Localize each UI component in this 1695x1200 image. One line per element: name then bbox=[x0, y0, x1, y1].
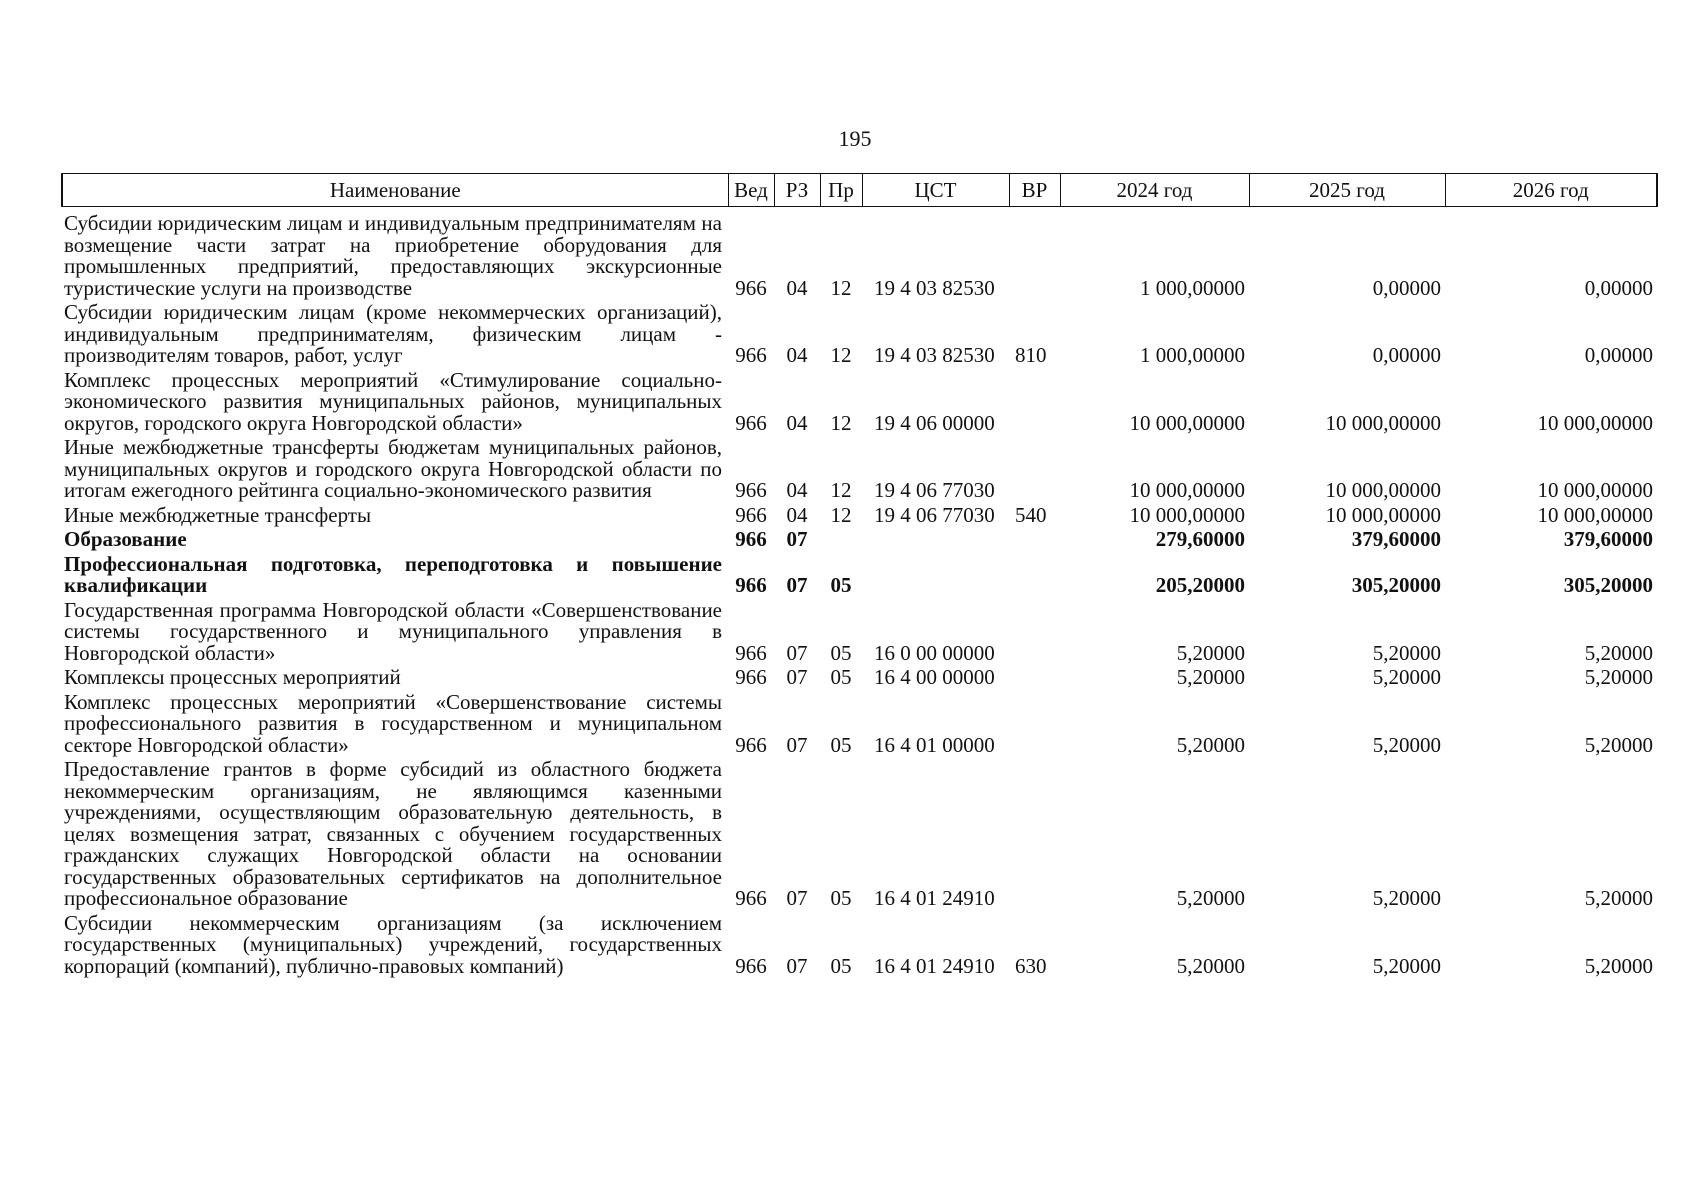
cell-ved: 966 bbox=[735, 953, 767, 978]
cell-2026: 10 000,00000 bbox=[1537, 502, 1653, 527]
cell-ved: 966 bbox=[735, 732, 767, 757]
cell-2025: 0,00000 bbox=[1372, 275, 1441, 300]
table-row bbox=[62, 599, 1657, 667]
cell-name: Субсидии юридическим лицам (кроме некоммерческих организаций), индивидуальным предпринимателям, физическим лицам - производителям товаров, работ, услуг bbox=[64, 300, 722, 367]
cell-2026: 0,00000 bbox=[1584, 343, 1653, 367]
cell-rz: 07 bbox=[786, 953, 808, 978]
cell-2025: 379,60000 bbox=[1351, 527, 1441, 551]
cell-rz: 07 bbox=[786, 573, 808, 597]
cell-rz: 04 bbox=[786, 502, 808, 527]
cell-cst: 19 4 06 77030 bbox=[874, 502, 995, 527]
cell-2026: 5,20000 bbox=[1584, 886, 1653, 910]
table-row bbox=[62, 691, 1657, 759]
cell-pr bbox=[820, 528, 862, 553]
table-header bbox=[62, 174, 1657, 207]
cell-2025: 10 000,00000 bbox=[1325, 478, 1441, 502]
header-2026: 2026 год bbox=[1445, 174, 1657, 207]
cell-rz: 07 bbox=[786, 665, 808, 689]
cell-vr bbox=[1009, 369, 1060, 437]
cell-pr: 12 bbox=[830, 502, 852, 527]
cell-vr bbox=[1009, 758, 1060, 912]
cell-vr bbox=[1009, 436, 1060, 504]
cell-pr: 05 bbox=[830, 953, 852, 978]
cell-2024: 5,20000 bbox=[1176, 732, 1245, 757]
cell-name: Предоставление грантов в форме субсидий из областного бюджета некоммерческим организациям, не являющимся казенными учреждениями, осуществляющим образовательную деятельность, в целях возмещения затрат, связанных с обучением государственных гражданских служащих Новгородской области на основании государственных образовательных сертификатов на дополнительное профессиональное образование bbox=[64, 757, 722, 910]
table-body bbox=[62, 207, 1657, 980]
cell-ved: 966 bbox=[735, 343, 767, 367]
cell-cst: 16 0 00 00000 bbox=[874, 640, 995, 665]
cell-ved: 966 bbox=[735, 275, 767, 300]
cell-vr: 630 bbox=[1015, 953, 1047, 978]
cell-2026: 10 000,00000 bbox=[1537, 410, 1653, 435]
table-row bbox=[62, 504, 1657, 529]
cell-2025: 5,20000 bbox=[1372, 886, 1441, 910]
cell-2026: 5,20000 bbox=[1584, 953, 1653, 978]
table-row bbox=[62, 912, 1657, 980]
cell-2024: 5,20000 bbox=[1176, 665, 1245, 689]
header-ved: Вед bbox=[728, 174, 774, 207]
cell-name: Профессиональная подготовка, переподготовка и повышение квалификации bbox=[64, 551, 722, 597]
cell-name: Государственная программа Новгородской области «Совершенствование системы государственного и муниципального управления в Новгородской области» bbox=[64, 597, 722, 665]
cell-cst: 16 4 01 24910 bbox=[874, 953, 995, 978]
cell-vr: 810 bbox=[1015, 343, 1047, 367]
cell-vr bbox=[1009, 599, 1060, 667]
cell-2025: 305,20000 bbox=[1351, 573, 1441, 597]
cell-2025: 5,20000 bbox=[1372, 640, 1441, 665]
cell-cst: 16 4 01 24910 bbox=[874, 886, 995, 910]
cell-name: Комплексы процессных мероприятий bbox=[64, 665, 401, 689]
cell-ved: 966 bbox=[735, 527, 767, 551]
cell-name: Образование bbox=[64, 527, 187, 551]
cell-2025: 0,00000 bbox=[1372, 343, 1441, 367]
cell-vr bbox=[1009, 553, 1060, 599]
table-row bbox=[62, 369, 1657, 437]
cell-rz: 07 bbox=[786, 732, 808, 757]
cell-ved: 966 bbox=[735, 478, 767, 502]
cell-cst bbox=[862, 528, 1009, 553]
header-rz: РЗ bbox=[774, 174, 820, 207]
cell-vr bbox=[1009, 691, 1060, 759]
cell-cst: 16 4 00 00000 bbox=[874, 665, 995, 689]
cell-ved: 966 bbox=[735, 886, 767, 910]
cell-rz: 07 bbox=[786, 886, 808, 910]
cell-rz: 04 bbox=[786, 478, 808, 502]
cell-ved: 966 bbox=[735, 665, 767, 689]
cell-name: Комплекс процессных мероприятий «Стимулирование социально-экономического развития муниципальных районов, муниципальных округов, городского округа Новгородской области» bbox=[64, 367, 722, 435]
cell-cst: 19 4 03 82530 bbox=[874, 343, 995, 367]
cell-rz: 07 bbox=[786, 640, 808, 665]
cell-2026: 5,20000 bbox=[1584, 732, 1653, 757]
cell-ved: 966 bbox=[735, 640, 767, 665]
cell-pr: 05 bbox=[830, 640, 852, 665]
cell-pr: 05 bbox=[830, 732, 852, 757]
cell-name: Комплекс процессных мероприятий «Совершенствование системы профессионального развития в государственном и муниципальном секторе Новгородской области» bbox=[64, 689, 722, 757]
header-row bbox=[62, 174, 1657, 207]
cell-2026: 5,20000 bbox=[1584, 640, 1653, 665]
cell-2025: 10 000,00000 bbox=[1325, 410, 1441, 435]
cell-2026: 0,00000 bbox=[1584, 275, 1653, 300]
cell-name: Иные межбюджетные трансферты бюджетам муниципальных районов, муниципальных округов и городского округа Новгородской области по итогам ежегодного рейтинга социально-экономического развития bbox=[64, 435, 722, 502]
cell-pr: 12 bbox=[830, 410, 852, 435]
cell-pr: 05 bbox=[830, 886, 852, 910]
cell-cst bbox=[862, 553, 1009, 599]
table-row bbox=[62, 207, 1657, 302]
cell-2024: 205,20000 bbox=[1155, 573, 1245, 597]
budget-table bbox=[61, 173, 1658, 979]
cell-2026: 10 000,00000 bbox=[1537, 478, 1653, 502]
cell-vr bbox=[1009, 666, 1060, 691]
cell-rz: 04 bbox=[786, 410, 808, 435]
header-2025: 2025 год bbox=[1249, 174, 1445, 207]
cell-2024: 279,60000 bbox=[1155, 527, 1245, 551]
cell-name: Иные межбюджетные трансферты bbox=[64, 502, 372, 527]
header-2024: 2024 год bbox=[1060, 174, 1249, 207]
cell-name: Субсидии некоммерческим организациям (за исключением государственных (муниципальных) учреждений, государственных корпораций (компаний), публично-правовых компаний) bbox=[64, 910, 722, 978]
header-name: Наименование bbox=[62, 174, 728, 207]
cell-cst: 19 4 06 00000 bbox=[874, 410, 995, 435]
cell-vr bbox=[1009, 207, 1060, 302]
cell-2024: 10 000,00000 bbox=[1129, 410, 1245, 435]
cell-2024: 1 000,00000 bbox=[1140, 275, 1245, 300]
table-row bbox=[62, 758, 1657, 912]
header-vr: ВР bbox=[1009, 174, 1060, 207]
cell-rz: 04 bbox=[786, 343, 808, 367]
cell-vr bbox=[1009, 528, 1060, 553]
cell-2026: 305,20000 bbox=[1563, 573, 1653, 597]
cell-2025: 5,20000 bbox=[1372, 732, 1441, 757]
cell-2024: 10 000,00000 bbox=[1129, 502, 1245, 527]
cell-2025: 5,20000 bbox=[1372, 665, 1441, 689]
cell-name: Субсидии юридическим лицам и индивидуальным предпринимателям на возмещение части затрат на приобретение оборудования для промышленных предприятий, предоставляющих экскурсионные туристические услуги на производстве bbox=[64, 211, 722, 300]
cell-2024: 10 000,00000 bbox=[1129, 478, 1245, 502]
cell-cst: 19 4 06 77030 bbox=[874, 478, 995, 502]
cell-rz: 04 bbox=[786, 275, 808, 300]
cell-2026: 379,60000 bbox=[1563, 527, 1653, 551]
cell-ved: 966 bbox=[735, 573, 767, 597]
cell-rz: 07 bbox=[786, 527, 808, 551]
cell-pr: 12 bbox=[830, 478, 852, 502]
table-row bbox=[62, 301, 1657, 369]
cell-vr: 540 bbox=[1015, 502, 1047, 527]
cell-pr: 12 bbox=[830, 343, 852, 367]
cell-pr: 05 bbox=[830, 573, 852, 597]
cell-2024: 5,20000 bbox=[1176, 953, 1245, 978]
table-row bbox=[62, 666, 1657, 691]
cell-pr: 12 bbox=[830, 275, 852, 300]
cell-ved: 966 bbox=[735, 410, 767, 435]
cell-cst: 19 4 03 82530 bbox=[874, 275, 995, 300]
cell-ved: 966 bbox=[735, 502, 767, 527]
cell-pr: 05 bbox=[830, 665, 852, 689]
cell-2026: 5,20000 bbox=[1584, 665, 1653, 689]
cell-cst: 16 4 01 00000 bbox=[874, 732, 995, 757]
table-row bbox=[62, 528, 1657, 553]
header-pr: Пр bbox=[820, 174, 862, 207]
cell-2025: 5,20000 bbox=[1372, 953, 1441, 978]
cell-2025: 10 000,00000 bbox=[1325, 502, 1441, 527]
table-row bbox=[62, 436, 1657, 504]
page-number: 195 bbox=[838, 126, 872, 151]
cell-2024: 5,20000 bbox=[1176, 886, 1245, 910]
cell-2024: 1 000,00000 bbox=[1140, 343, 1245, 367]
table-row bbox=[62, 553, 1657, 599]
header-cst: ЦСТ bbox=[862, 174, 1009, 207]
cell-2024: 5,20000 bbox=[1176, 640, 1245, 665]
